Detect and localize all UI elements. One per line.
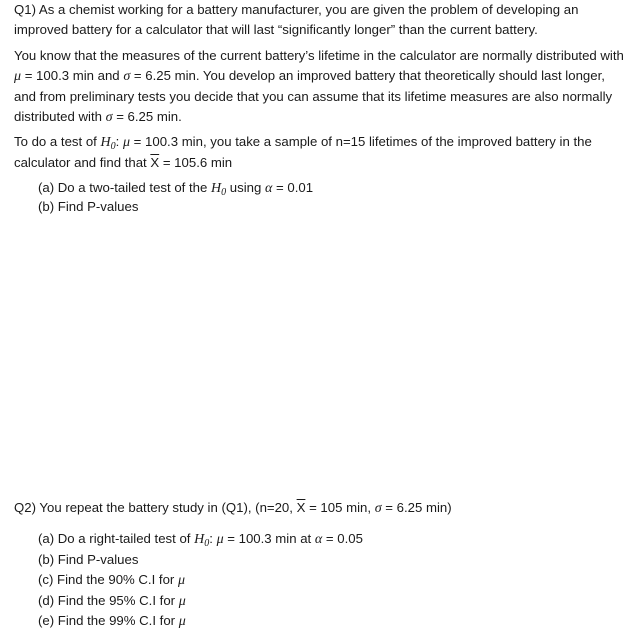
h-letter: H [194,532,205,547]
q1-known-paragraph [14,46,626,128]
item-text: (e) Find the 99% C.I for [38,613,179,629]
mu-symbol: μ [122,135,130,150]
h-subscript: 0 [204,538,210,549]
q1-test-text-b: = 100.3 min, you take a sample of n=15 lifetimes of the improved battery in the calculator and find that [14,134,592,170]
x-bar-symbol: $\overline{X}$ [150,155,160,170]
h-subscript: 0 [110,141,116,152]
q2-intro-paragraph [14,498,626,519]
item-text: = 0.05 [322,531,363,546]
q2-intro-text-b: = 105 min, [305,500,375,515]
q1-known-text-d: = 6.25 min. [112,109,182,124]
item-text: (c) Find the 90% C.I for [38,572,178,588]
q2-intro-text-c: = 6.25 min) [381,500,452,515]
item-text: (a) Do a two-tailed test of the [38,180,211,195]
item-text: = 100.3 min at [223,531,315,546]
null-hypothesis-symbol [194,532,209,547]
q1-item-a [38,178,598,197]
mu-symbol: μ [177,573,186,589]
q2-item-d [38,591,598,612]
item-text: = 0.01 [272,180,314,195]
mu-symbol: μ [14,69,22,84]
q1-intro-paragraph [14,0,626,40]
colon: : [209,531,217,546]
q1-test-paragraph [14,132,626,173]
q2-item-b [38,550,598,571]
q2-item-c [38,570,598,591]
q1-test-text-c: = 105.6 min [159,155,233,170]
item-text: using [226,180,265,195]
q1-subquestion-list [38,178,598,216]
mu-symbol: μ [178,614,186,630]
q2-item-a [38,529,598,550]
colon: : [115,134,123,149]
q2-item-e [38,611,598,632]
item-text: (b) Find P-values [38,199,139,214]
x-bar-symbol: $\overline{X}$ [296,500,306,515]
q1-known-text-b: = 100.3 min and [21,68,124,83]
sigma-symbol: σ [105,110,113,125]
h-letter: H [100,135,111,150]
q1-known-text-c: = 6.25 min. You develop an improved battery that theoretically should last longer, and from preliminary tests you decide that you can assume that its lifetime measures are also normally distributed with [14,68,613,124]
mu-symbol: μ [178,593,186,609]
mu-symbol: μ [216,532,224,547]
null-hypothesis-symbol [101,135,116,150]
q1-known-text-a: You know that the measures of the current battery’s lifetime in the calculator are normally distributed with [14,48,624,63]
q1-item-b [38,197,598,216]
item-text: (d) Find the 95% C.I for [38,592,179,608]
item-text: (b) Find P-values [38,551,139,567]
null-hypothesis-symbol [211,181,226,196]
alpha-symbol: α [314,532,323,547]
q2-subquestion-list [38,529,598,632]
alpha-symbol: α [264,181,273,196]
h-subscript: 0 [221,187,227,198]
sigma-symbol: σ [374,501,382,516]
item-text: (a) Do a right-tailed test of [38,531,195,546]
h-letter: H [210,181,222,196]
q1-test-text-a: To do a test of [14,134,101,149]
sigma-symbol: σ [123,69,131,84]
q1-intro-text: Q1) As a chemist working for a battery manufacturer, you are given the problem of developing an improved battery for a calculator that will last “significantly longer” than the current battery. [14,2,579,37]
q2-intro-text-a: Q2) You repeat the battery study in (Q1), (n=20, [14,500,297,515]
